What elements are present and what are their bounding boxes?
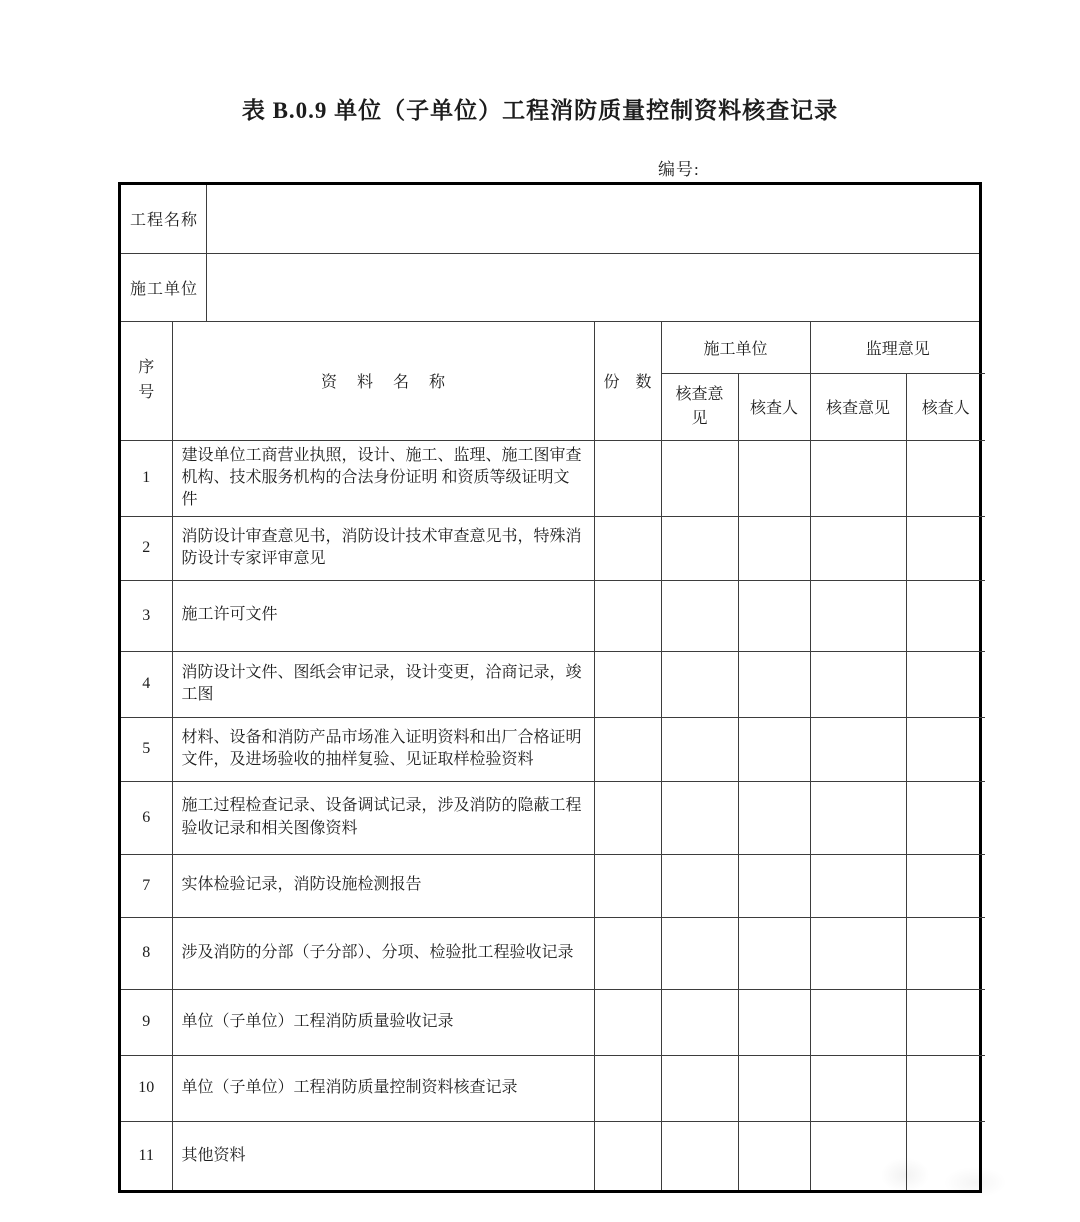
supervision-check-opinion-cell xyxy=(810,1055,906,1121)
contractor-check-opinion-cell xyxy=(661,1055,738,1121)
row-name: 其他资料 xyxy=(172,1121,594,1190)
row-seq: 6 xyxy=(121,781,172,854)
table-row xyxy=(121,781,985,854)
copies-cell xyxy=(594,1121,661,1190)
contractor-check-opinion-cell xyxy=(661,854,738,917)
row-seq: 7 xyxy=(121,854,172,917)
row-name: 材料、设备和消防产品市场准入证明资料和出厂合格证明文件，及进场验收的抽样复验、见证取样检验资料 xyxy=(172,717,594,781)
row-name: 施工过程检查记录、设备调试记录，涉及消防的隐蔽工程验收记录和相关图像资料 xyxy=(172,781,594,854)
header-supervision-checker: 核查人 xyxy=(906,373,985,440)
supervision-check-opinion-cell xyxy=(810,854,906,917)
supervision-check-opinion-cell xyxy=(810,580,906,651)
copies-cell xyxy=(594,917,661,989)
header-copies: 份 数 xyxy=(594,322,661,440)
header-supervision-group: 监理意见 xyxy=(810,322,985,373)
row-seq: 10 xyxy=(121,1055,172,1121)
project-name-row xyxy=(121,185,979,253)
header-seq: 序号 xyxy=(121,322,172,440)
row-seq: 4 xyxy=(121,651,172,717)
contractor-checker-cell xyxy=(738,989,810,1055)
table-row xyxy=(121,1055,985,1121)
contractor-check-opinion-cell xyxy=(661,651,738,717)
contractor-check-opinion-cell xyxy=(661,781,738,854)
contractor-checker-cell xyxy=(738,516,810,580)
table-row xyxy=(121,917,985,989)
supervision-checker-cell xyxy=(906,989,985,1055)
supervision-checker-cell xyxy=(906,781,985,854)
row-name: 建设单位工商营业执照，设计、施工、监理、施工图审查机构、技术服务机构的合法身份证明 和资质等级证明文件 xyxy=(172,440,594,516)
number-label: 编号: xyxy=(658,160,700,179)
supervision-checker-cell xyxy=(906,1055,985,1121)
contractor-check-opinion-cell xyxy=(661,440,738,516)
contractor-checker-cell xyxy=(738,1121,810,1190)
contractor-check-opinion-cell xyxy=(661,1121,738,1190)
supervision-check-opinion-cell xyxy=(810,917,906,989)
row-seq: 11 xyxy=(121,1121,172,1190)
table-row xyxy=(121,580,985,651)
contractor-checker-cell xyxy=(738,717,810,781)
copies-cell xyxy=(594,516,661,580)
checklist-section xyxy=(121,322,985,1190)
header-supervision-check-opinion: 核查意见 xyxy=(810,373,906,440)
project-name-label: 工程名称 xyxy=(121,185,206,253)
supervision-check-opinion-cell xyxy=(810,440,906,516)
header-contractor-check-opinion: 核查意见 xyxy=(661,373,738,440)
contractor-check-opinion-cell xyxy=(661,516,738,580)
header-name: 资 料 名 称 xyxy=(172,322,594,440)
table-row xyxy=(121,516,985,580)
supervision-checker-cell xyxy=(906,854,985,917)
row-name: 涉及消防的分部（子分部）、分项、检验批工程验收记录 xyxy=(172,917,594,989)
watermark xyxy=(870,1140,1030,1210)
contractor-checker-cell xyxy=(738,917,810,989)
header-row-groups xyxy=(121,322,985,373)
contractor-checker-cell xyxy=(738,1055,810,1121)
contractor-check-opinion-cell xyxy=(661,989,738,1055)
supervision-checker-cell xyxy=(906,717,985,781)
row-seq: 2 xyxy=(121,516,172,580)
copies-cell xyxy=(594,651,661,717)
row-name: 施工许可文件 xyxy=(172,580,594,651)
row-seq: 3 xyxy=(121,580,172,651)
supervision-check-opinion-cell xyxy=(810,516,906,580)
contractor-label: 施工单位 xyxy=(121,253,206,321)
row-seq: 9 xyxy=(121,989,172,1055)
contractor-check-opinion-cell xyxy=(661,580,738,651)
contractor-row xyxy=(121,253,979,321)
row-name: 消防设计审查意见书，消防设计技术审查意见书，特殊消防设计专家评审意见 xyxy=(172,516,594,580)
contractor-checker-cell xyxy=(738,651,810,717)
copies-cell xyxy=(594,440,661,516)
table-row xyxy=(121,1121,985,1190)
row-name: 单位（子单位）工程消防质量控制资料核查记录 xyxy=(172,1055,594,1121)
record-form-table xyxy=(118,182,982,1193)
supervision-checker-cell xyxy=(906,651,985,717)
contractor-checker-cell xyxy=(738,580,810,651)
contractor-value-cell xyxy=(206,253,979,321)
supervision-check-opinion-cell xyxy=(810,781,906,854)
row-seq: 1 xyxy=(121,440,172,516)
supervision-check-opinion-cell xyxy=(810,717,906,781)
copies-cell xyxy=(594,854,661,917)
copies-cell xyxy=(594,1055,661,1121)
row-seq: 5 xyxy=(121,717,172,781)
copies-cell xyxy=(594,717,661,781)
contractor-checker-cell xyxy=(738,854,810,917)
header-contractor-group: 施工单位 xyxy=(661,322,810,373)
supervision-checker-cell xyxy=(906,917,985,989)
header-contractor-checker: 核查人 xyxy=(738,373,810,440)
row-name: 实体检验记录，消防设施检测报告 xyxy=(172,854,594,917)
supervision-checker-cell xyxy=(906,580,985,651)
supervision-check-opinion-cell xyxy=(810,651,906,717)
table-row xyxy=(121,854,985,917)
supervision-check-opinion-cell xyxy=(810,989,906,1055)
copies-cell xyxy=(594,989,661,1055)
contractor-checker-cell xyxy=(738,781,810,854)
info-section xyxy=(121,185,979,321)
table-row xyxy=(121,651,985,717)
copies-cell xyxy=(594,580,661,651)
copies-cell xyxy=(594,781,661,854)
row-seq: 8 xyxy=(121,917,172,989)
project-name-value-cell xyxy=(206,185,979,253)
row-name: 消防设计文件、图纸会审记录，设计变更，洽商记录，竣工图 xyxy=(172,651,594,717)
contractor-check-opinion-cell xyxy=(661,717,738,781)
table-row xyxy=(121,717,985,781)
contractor-checker-cell xyxy=(738,440,810,516)
page-title: 表 B.0.9 单位（子单位）工程消防质量控制资料核查记录 xyxy=(241,98,839,123)
supervision-checker-cell xyxy=(906,440,985,516)
table-row xyxy=(121,440,985,516)
table-row xyxy=(121,989,985,1055)
contractor-check-opinion-cell xyxy=(661,917,738,989)
supervision-checker-cell xyxy=(906,516,985,580)
row-name: 单位（子单位）工程消防质量验收记录 xyxy=(172,989,594,1055)
